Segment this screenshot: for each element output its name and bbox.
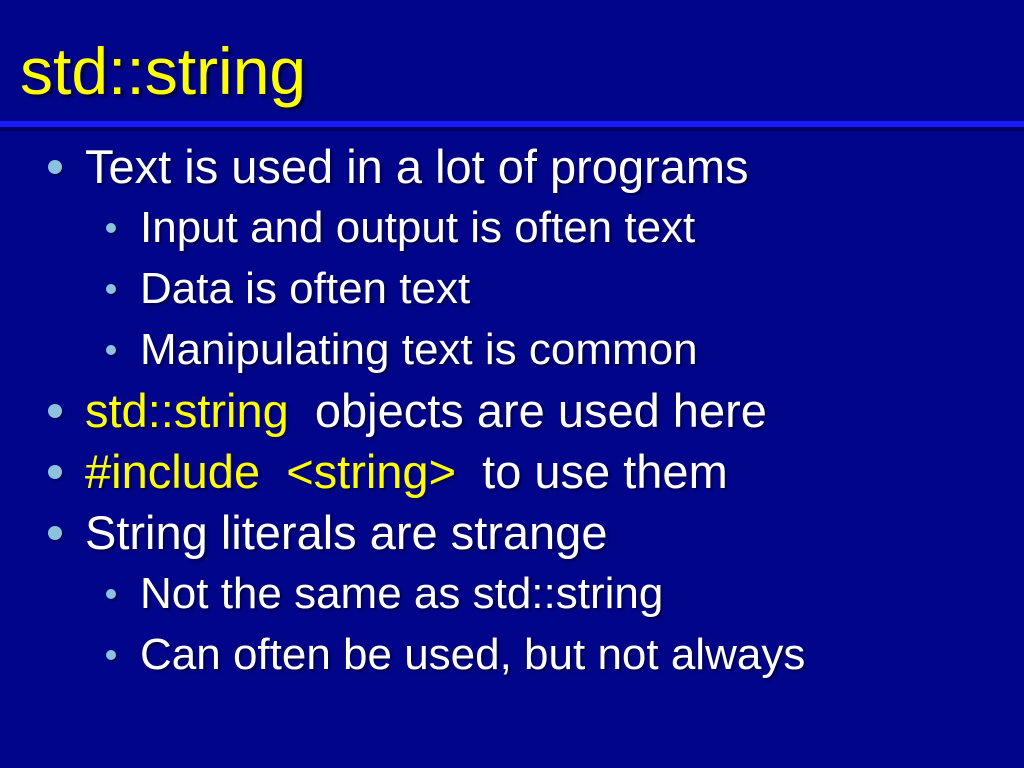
bullet-icon (106, 345, 116, 355)
bullet-icon (106, 223, 116, 233)
bullet-icon (106, 650, 116, 660)
bullet-item (0, 624, 1024, 685)
bullet-text: Input and output is often text (140, 202, 696, 252)
bullet-text: Not the same as std::string (140, 568, 664, 618)
bullet-text: Text is used in a lot of programs (85, 140, 749, 193)
bullet-text: to use them (456, 445, 728, 498)
bullet-icon (48, 160, 62, 174)
bullet-item (0, 136, 1024, 197)
bullet-text: Data is often text (140, 263, 471, 313)
slide-title: std::string (20, 34, 307, 108)
bullet-item (0, 502, 1024, 563)
bullet-item (0, 197, 1024, 258)
bullet-icon (48, 526, 62, 540)
bullet-text: Manipulating text is common (140, 324, 698, 374)
bullet-item (0, 563, 1024, 624)
bullet-text-code: std::string (85, 384, 289, 437)
bullet-icon (48, 404, 62, 418)
bullet-item (0, 380, 1024, 441)
bullet-icon (106, 589, 116, 599)
bullet-list (0, 136, 1024, 685)
title-divider (0, 121, 1024, 131)
bullet-item (0, 258, 1024, 319)
bullet-text-code: #include <string> (85, 445, 457, 498)
bullet-icon (48, 465, 62, 479)
bullet-text: String literals are strange (85, 506, 608, 559)
bullet-icon (106, 284, 116, 294)
bullet-text: objects are used here (288, 384, 767, 437)
bullet-item (0, 319, 1024, 380)
bullet-item (0, 441, 1024, 502)
bullet-text: Can often be used, but not always (140, 629, 806, 679)
title-divider-shadow (0, 127, 1024, 131)
